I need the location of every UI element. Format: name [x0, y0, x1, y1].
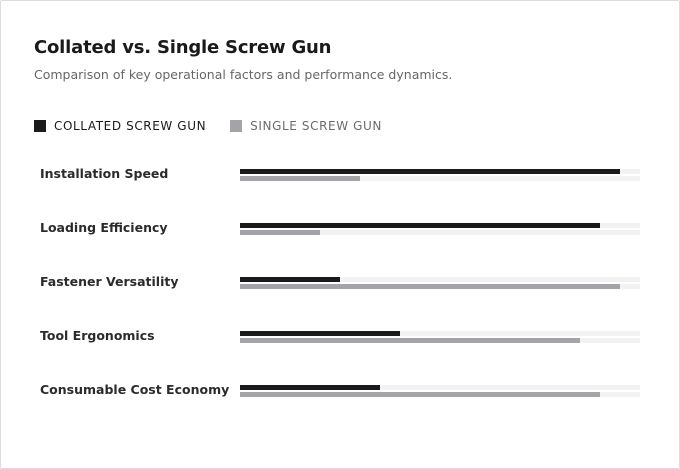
- legend-label-collated: COLLATED SCREW GUN: [54, 119, 207, 133]
- bar-collated[interactable]: [240, 277, 340, 282]
- category-label: Tool Ergonomics: [40, 328, 155, 343]
- bar-collated[interactable]: [240, 385, 380, 390]
- category-label: Consumable Cost Economy: [40, 382, 230, 397]
- chart-subtitle: Comparison of key operational factors and performance dynamics.: [34, 67, 453, 82]
- category-row: [40, 274, 640, 289]
- bar-single[interactable]: [240, 338, 580, 343]
- bar-chart: [1, 1, 679, 468]
- category-label: Loading Efficiency: [40, 220, 168, 235]
- category-row: [40, 166, 640, 181]
- bar-single[interactable]: [240, 230, 320, 235]
- bar-collated[interactable]: [240, 223, 600, 228]
- category-row: [40, 328, 640, 343]
- category-label: Installation Speed: [40, 166, 169, 181]
- bar-single[interactable]: [240, 284, 620, 289]
- bar-single[interactable]: [240, 392, 600, 397]
- bar-collated[interactable]: [240, 331, 400, 336]
- bar-collated[interactable]: [240, 169, 620, 174]
- category-label: Fastener Versatility: [40, 274, 179, 289]
- legend-label-single: SINGLE SCREW GUN: [250, 119, 382, 133]
- bar-single[interactable]: [240, 176, 360, 181]
- category-row: [40, 220, 640, 235]
- chart-title: Collated vs. Single Screw Gun: [34, 37, 332, 58]
- category-row: [40, 382, 640, 397]
